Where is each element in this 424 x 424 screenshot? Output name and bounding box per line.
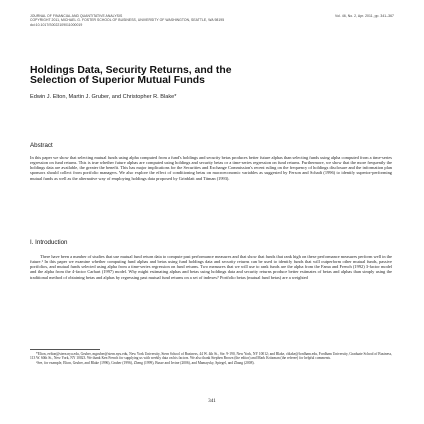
author-list: Edwin J. Elton, Martin J. Gruber, and Christopher R. Blake* (30, 94, 177, 100)
copyright-line: COPYRIGHT 2011, MICHAEL G. FOSTER SCHOOL OF BUSINESS, UNIVERSITY OF WASHINGTON, SEATTLE, WA 98195 (30, 18, 225, 23)
footnotes (30, 352, 392, 365)
header-row-3 (30, 23, 394, 27)
doi-line: doi:10.1017/S0022109011000019 (30, 22, 83, 27)
introduction-heading: I. Introduction (30, 239, 68, 246)
journal-volume: Vol. 46, No. 2, Apr. 2011, pp. 341–367 (335, 14, 394, 18)
footnote-divider (30, 349, 100, 350)
abstract-body (30, 155, 392, 181)
abstract-heading: Abstract (30, 142, 53, 149)
introduction-paragraph: There have been a number of studies that use mutual fund return data to compute past performance measures and that show that funds that rank high on these performance measures perform well in the future.¹ In this paper we examine whether computing fund alphas and betas using fund holdings data and security returns can be used to identify funds that will outperform other mutual funds, passive portfolios, and mutual funds selected using alpha from a time-series regression on fund returns. Two measures that we will use to rank funds are the alpha from the Fama and French (1992) 3-factor model and the alpha from the 4-factor Carhart (1997) model. Why might estimating alphas and betas using holdings data and security returns produce better estimates of betas and alphas than simply using the traditional method of obtaining betas and alphas by regressing past mutual fund returns on a set of indexes? Portfolio betas (mutual fund betas) are a weighted (30, 254, 392, 280)
introduction-body (30, 254, 392, 280)
title-line-1: Holdings Data, Security Returns, and the (30, 65, 232, 76)
journal-header (30, 14, 394, 27)
paper-title (30, 66, 394, 86)
title-line-2: Selection of Superior Mutual Funds (30, 75, 205, 86)
journal-name: JOURNAL OF FINANCIAL AND QUANTITATIVE ANALYSIS (30, 14, 123, 18)
page-number: 341 (208, 398, 216, 404)
footnote-1: ¹See, for example, Elton, Gruber, and Blake (1996), Gruber (1996), Zheng (1999), Busse and Irvine (2006), and Mamaysky, Spiegel, and Zhang (2008). (36, 360, 255, 365)
footnote-author-affiliations: *Elton, eelton@stern.nyu.edu, Gruber, mgruber@stern.nyu.edu, New York University, Stern School of Business, 44 W. 4th St., Ste. 9-190, New York, NY 10012; and Blake, cblake@fordham.edu, Fordham University, Graduate School of Business, 113 W. 60th St., New York, NY 10023. We thank Ken French for supplying us with weekly data on his factors. We also thank Stephen Brown (the editor) and Mark Kritzman (the referee) for helpful comments. (30, 352, 392, 361)
abstract-paragraph: In this paper we show that selecting mutual funds using alpha computed from a fund's holdings and security betas produces better future alphas than selecting funds using alpha computed from a time-series regression on fund returns. This is true whether future alphas are computed using holdings and security betas or a time-series regression on fund returns. Furthermore, we show that the more frequently the holdings data are available, the greater the benefit. This has major implications for the Securities and Exchange Commission's recent ruling on the frequency of holdings disclosure and the information plan sponsors should collect from portfolio managers. We also explore the effect of conditioning betas on macroeconomic variables as suggested by Ferson and Schadt (1996) to identify superior-performing mutual funds as well as the alternative way of employing holdings data proposed by Grinblatt and Titman (1993). (30, 155, 392, 181)
